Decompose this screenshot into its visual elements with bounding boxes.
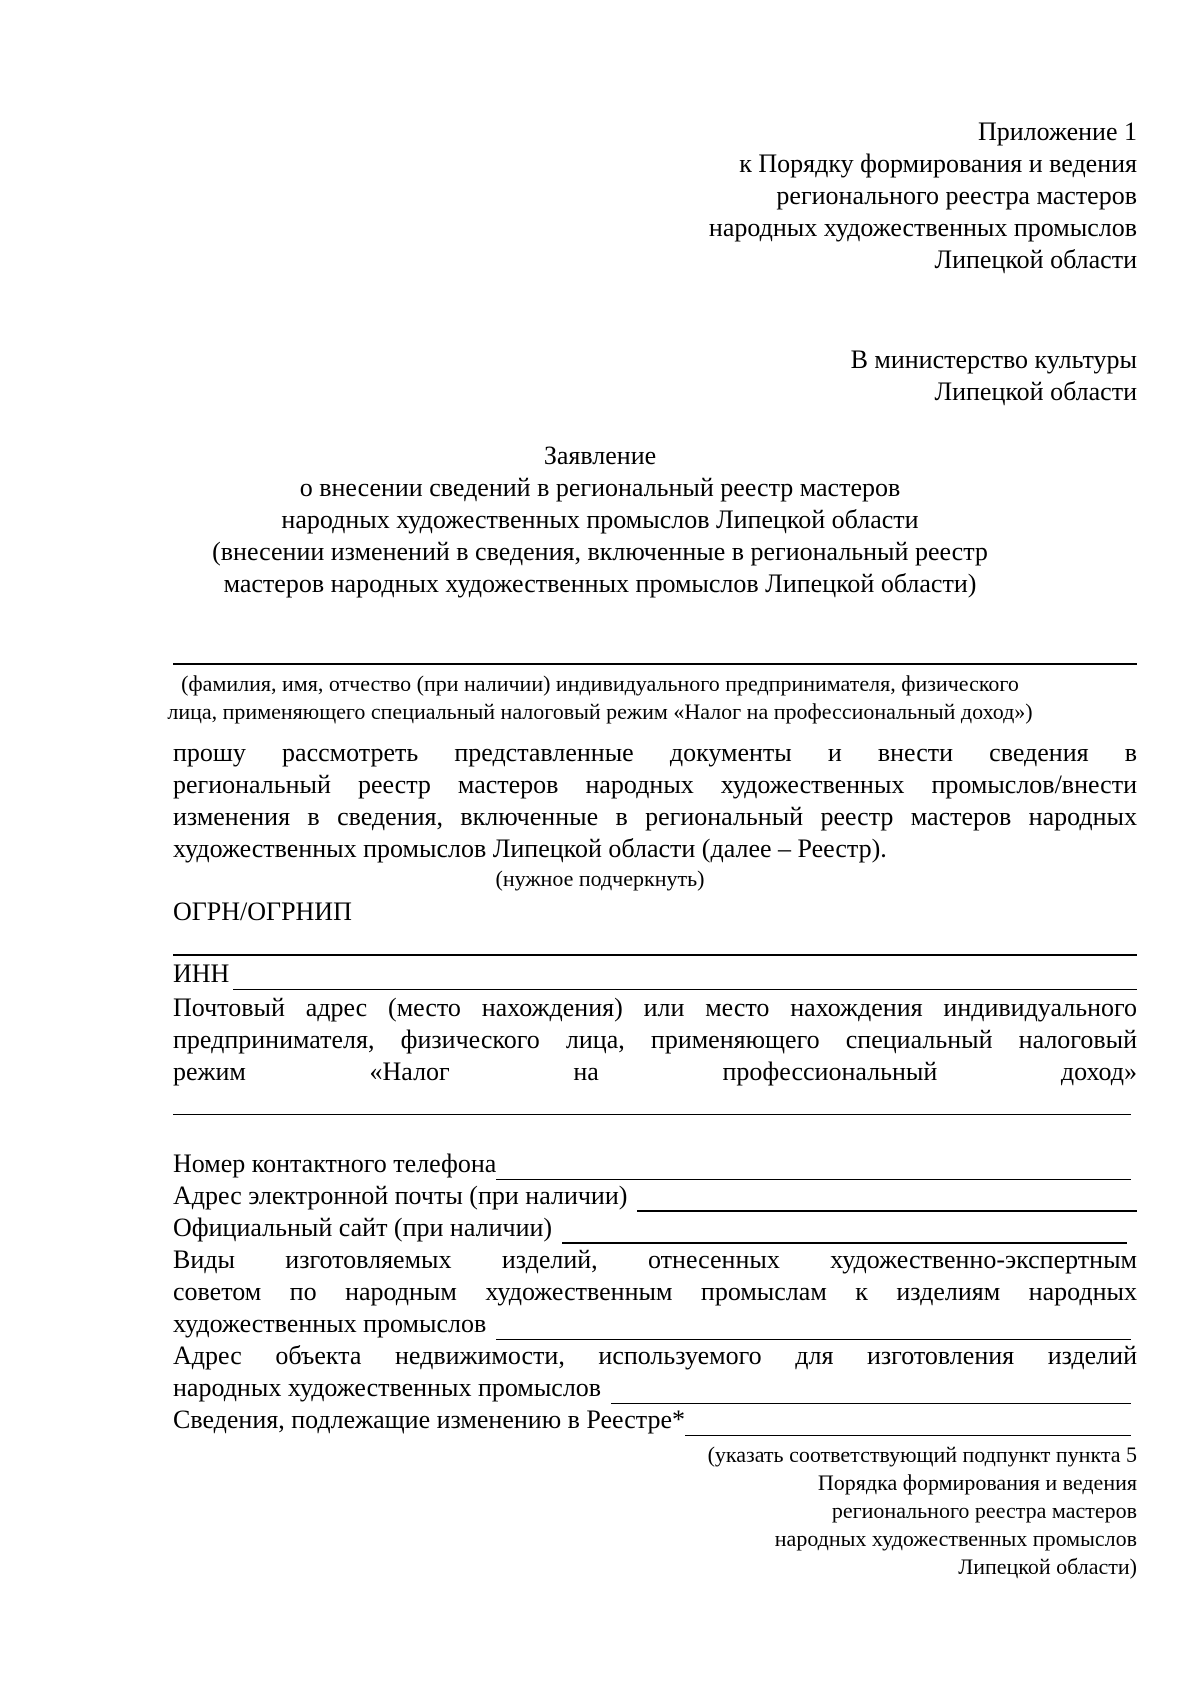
products-line: Виды изготовляемых изделий, отнесенных художественно-экспертным	[173, 1245, 1137, 1274]
address-field[interactable]	[173, 1114, 1131, 1115]
address-block	[173, 992, 1137, 1088]
property-line: Адрес объекта недвижимости, используемого для изготовления изделий	[173, 1341, 1137, 1370]
property-label: народных художественных промыслов	[173, 1373, 602, 1402]
products-field[interactable]	[496, 1315, 1131, 1340]
request-paragraph	[173, 737, 1137, 865]
email-row	[173, 1180, 1137, 1212]
addressee-line: Липецкой области	[934, 377, 1137, 406]
ogrn-label: ОГРН/ОГРНИП	[173, 897, 352, 926]
addressee-line: В министерство культуры	[850, 345, 1137, 374]
phone-field[interactable]	[496, 1155, 1131, 1180]
address-word: «Налог	[369, 1057, 450, 1086]
website-label: Официальный сайт (при наличии)	[173, 1213, 553, 1242]
underline-note: (нужное подчеркнуть)	[495, 866, 705, 891]
request-line: региональный реестр мастеров народных художественных промыслов/внести	[173, 770, 1137, 799]
inn-field[interactable]	[233, 965, 1137, 990]
address-word: режим	[173, 1057, 246, 1086]
products-line: советом по народным художественным промыслам к изделиям народных	[173, 1277, 1137, 1306]
applicant-caption	[0, 670, 1200, 726]
request-line: изменения в сведения, включенные в региональный реестр мастеров народных	[173, 802, 1137, 831]
footnote-line: народных художественных промыслов	[774, 1526, 1137, 1551]
caption-line: (фамилия, имя, отчество (при наличии) индивидуального предпринимателя, физического	[181, 671, 1019, 696]
title-line: Заявление	[543, 441, 657, 470]
products-block	[173, 1244, 1137, 1340]
appendix-line: Липецкой области	[934, 245, 1137, 274]
address-word: на	[573, 1057, 599, 1086]
changes-label: Сведения, подлежащие изменению в Реестре*	[173, 1405, 686, 1434]
request-line: прошу рассмотреть представленные документы и внести сведения в	[173, 738, 1137, 767]
ogrn-field[interactable]	[173, 954, 1137, 956]
inn-row	[173, 958, 1137, 990]
address-word: профессиональный	[722, 1057, 938, 1086]
document-title	[0, 440, 1200, 600]
email-field[interactable]	[637, 1186, 1137, 1212]
address-line: Почтовый адрес (место нахождения) или место нахождения индивидуального	[173, 993, 1137, 1022]
phone-label: Номер контактного телефона	[173, 1149, 497, 1178]
address-line: предпринимателя, физического лица, применяющего специальный налоговый	[173, 1025, 1137, 1054]
title-line: мастеров народных художественных промыслов Липецкой области)	[223, 569, 977, 598]
changes-field[interactable]	[685, 1411, 1131, 1436]
website-field[interactable]	[562, 1218, 1127, 1244]
footnote-line: Липецкой области)	[958, 1554, 1137, 1579]
changes-row	[173, 1404, 1137, 1436]
appendix-line: регионального реестра мастеров	[776, 181, 1137, 210]
footnote	[708, 1441, 1137, 1581]
property-block	[173, 1340, 1137, 1404]
footnote-line: регионального реестра мастеров	[831, 1498, 1137, 1523]
website-row	[173, 1212, 1137, 1244]
addressee	[851, 344, 1137, 408]
products-label: художественных промыслов	[173, 1309, 487, 1338]
appendix-line: народных художественных промыслов	[708, 213, 1137, 242]
request-line: художественных промыслов Липецкой области (далее – Реестр).	[173, 834, 887, 863]
email-label: Адрес электронной почты (при наличии)	[173, 1181, 628, 1210]
footnote-line: Порядка формирования и ведения	[817, 1470, 1137, 1495]
property-field[interactable]	[611, 1379, 1131, 1404]
applicant-name-line[interactable]	[173, 663, 1137, 665]
phone-row	[173, 1148, 1137, 1180]
address-last-line	[173, 1056, 1137, 1088]
footnote-line: (указать соответствующий подпункт пункта 5	[707, 1442, 1137, 1467]
address-word: доход»	[1060, 1057, 1137, 1086]
appendix-line: Приложение 1	[977, 117, 1137, 146]
appendix-header	[709, 116, 1137, 276]
appendix-line: к Порядку формирования и ведения	[739, 149, 1137, 178]
title-line: (внесении изменений в сведения, включенные в региональный реестр	[212, 537, 988, 566]
products-last-row	[173, 1308, 1137, 1340]
title-line: о внесении сведений в региональный реестр мастеров	[299, 473, 901, 502]
inn-label: ИНН	[173, 959, 230, 988]
caption-line: лица, применяющего специальный налоговый режим «Налог на профессиональный доход»)	[167, 699, 1033, 724]
property-last-row	[173, 1372, 1137, 1404]
title-line: народных художественных промыслов Липецкой области	[281, 505, 919, 534]
